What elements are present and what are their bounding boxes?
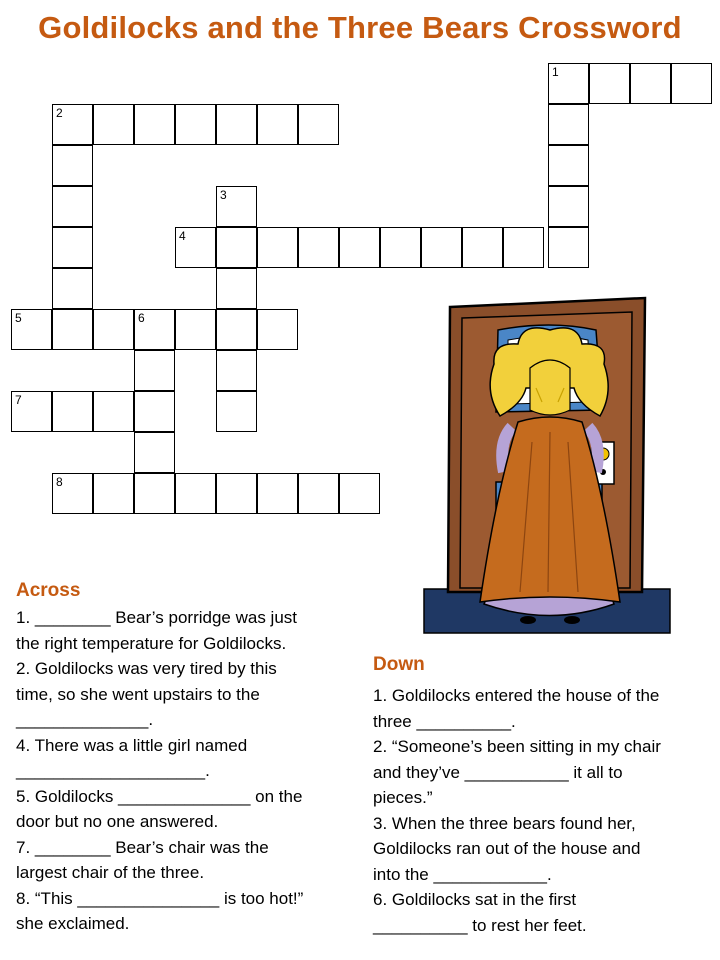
crossword-cell[interactable] (257, 227, 298, 268)
crossword-cell[interactable] (11, 391, 52, 432)
crossword-cell[interactable] (93, 391, 134, 432)
crossword-cell[interactable] (548, 186, 589, 227)
crossword-cell[interactable] (298, 227, 339, 268)
crossword-cell[interactable] (175, 473, 216, 514)
clue-number: 7 (15, 393, 22, 407)
clue-number: 8 (56, 475, 63, 489)
crossword-cell[interactable] (216, 268, 257, 309)
crossword-cell[interactable] (380, 227, 421, 268)
down-clue-2: 2. “Someone’s been sitting in my chair and they’ve ___________ it all to pieces.” (373, 737, 661, 807)
crossword-cell[interactable] (257, 104, 298, 145)
across-clue-2: 2. Goldilocks was very tired by this time, so she went upstairs to the ______________. (16, 659, 277, 729)
crossword-cell[interactable] (548, 227, 589, 268)
crossword-cell[interactable] (216, 104, 257, 145)
crossword-cell[interactable] (134, 350, 175, 391)
across-clue-4: 4. There was a little girl named ____________________. (16, 735, 248, 780)
crossword-cell[interactable] (11, 309, 52, 350)
crossword-cell[interactable] (52, 473, 93, 514)
across-clues (16, 605, 361, 937)
down-clue-3: 3. When the three bears found her, Goldilocks ran out of the house and into the ____________. (373, 813, 641, 884)
crossword-cell[interactable] (93, 309, 134, 350)
crossword-cell[interactable] (421, 227, 462, 268)
crossword-cell[interactable] (548, 145, 589, 186)
crossword-cell[interactable] (175, 227, 216, 268)
across-clue-8: 8. “This _______________ is too hot!” she exclaimed. (16, 888, 304, 933)
crossword-cell[interactable] (298, 473, 339, 514)
crossword-cell[interactable] (52, 391, 93, 432)
crossword-cell[interactable] (339, 227, 380, 268)
crossword-cell[interactable] (216, 391, 257, 432)
down-clue-1: 1. Goldilocks entered the house of the three __________. (373, 686, 660, 731)
crossword-cell[interactable] (175, 309, 216, 350)
clue-number: 6 (138, 311, 145, 325)
crossword-cell[interactable] (134, 104, 175, 145)
crossword-cell[interactable] (298, 104, 339, 145)
clue-number: 1 (552, 65, 559, 79)
down-clues (373, 683, 713, 938)
crossword-cell[interactable] (134, 391, 175, 432)
crossword-cell[interactable] (216, 350, 257, 391)
crossword-cell[interactable] (175, 104, 216, 145)
clue-number: 4 (179, 229, 186, 243)
page-title: Goldilocks and the Three Bears Crossword (38, 10, 682, 45)
crossword-cell[interactable] (339, 473, 380, 514)
crossword-cell[interactable] (548, 104, 589, 145)
crossword-cell[interactable] (93, 473, 134, 514)
across-clue-5: 5. Goldilocks ______________ on the door but no one answered. (16, 786, 303, 831)
down-clue-6: 6. Goldilocks sat in the first __________ to rest her feet. (373, 890, 587, 935)
crossword-cell[interactable] (52, 309, 93, 350)
crossword-cell[interactable] (503, 227, 544, 268)
crossword-cell[interactable] (589, 63, 630, 104)
crossword-cell[interactable] (52, 186, 93, 227)
crossword-cell[interactable] (52, 145, 93, 186)
crossword-cell[interactable] (52, 104, 93, 145)
crossword-cell[interactable] (52, 268, 93, 309)
across-heading: Across (16, 580, 81, 601)
clue-number: 2 (56, 106, 63, 120)
across-clue-7: 7. ________ Bear’s chair was the largest chair of the three. (16, 837, 269, 882)
crossword-cell[interactable] (630, 63, 671, 104)
crossword-cell[interactable] (257, 309, 298, 350)
crossword-cell[interactable] (52, 227, 93, 268)
crossword-cell[interactable] (93, 104, 134, 145)
crossword-cell[interactable] (216, 227, 257, 268)
clue-number: 3 (220, 188, 227, 202)
crossword-cell[interactable] (462, 227, 503, 268)
crossword-cell[interactable] (216, 309, 257, 350)
crossword-cell[interactable] (134, 473, 175, 514)
crossword-cell[interactable] (216, 473, 257, 514)
across-clue-1: 1. ________ Bear’s porridge was just the right temperature for Goldilocks. (16, 608, 297, 653)
crossword-cell[interactable] (548, 63, 589, 104)
clue-number: 5 (15, 311, 22, 325)
crossword-cell[interactable] (257, 473, 298, 514)
crossword-cell[interactable] (134, 309, 175, 350)
crossword-cell[interactable] (671, 63, 712, 104)
down-heading: Down (373, 654, 425, 675)
goldilocks-at-door-illustration (420, 292, 675, 637)
crossword-cell[interactable] (134, 432, 175, 473)
crossword-cell[interactable] (216, 186, 257, 227)
